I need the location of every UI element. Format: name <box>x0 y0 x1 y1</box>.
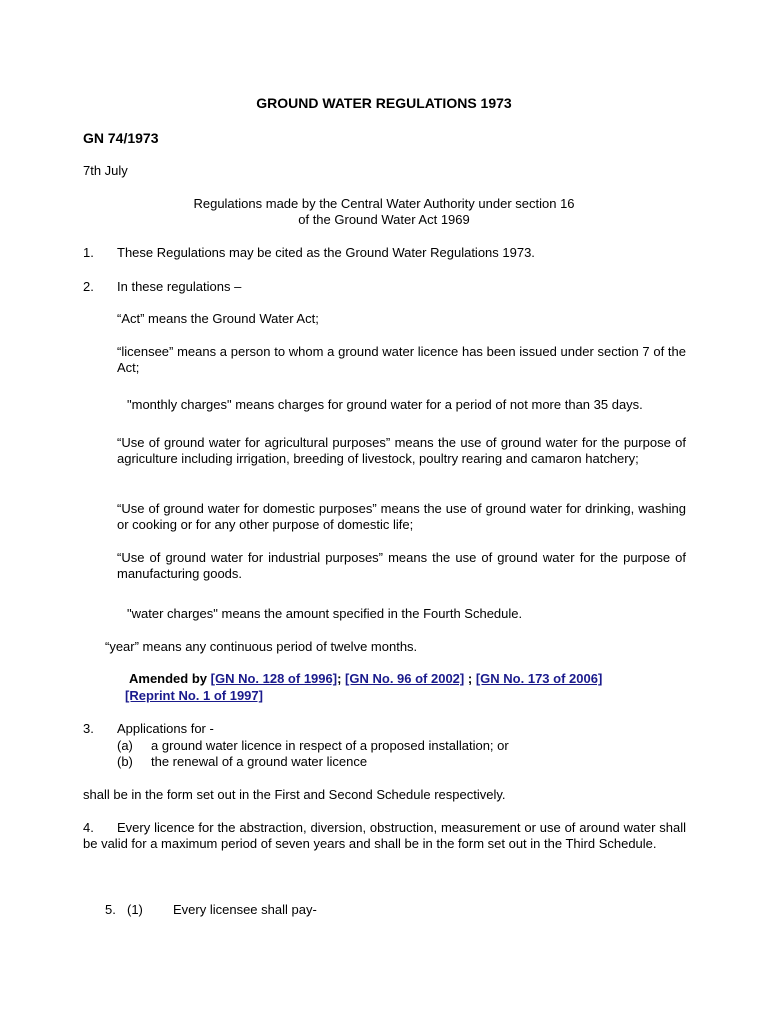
notice-date: 7th July <box>83 163 128 178</box>
amendment-line-1 <box>129 671 602 687</box>
amendment-separator: ; <box>467 671 473 686</box>
definition-industrial-use: “Use of ground water for industrial purposes” means the use of ground water for the purpose of manufacturing goods. <box>117 550 686 581</box>
section-3-tail: shall be in the form set out in the First and Second Schedule respectively. <box>83 787 506 802</box>
section-2-text: In these regulations – <box>117 279 242 294</box>
section-4-number: 4. <box>83 820 94 835</box>
preamble-line-2: of the Ground Water Act 1969 <box>298 212 470 227</box>
section-5-number: 5. <box>105 902 116 917</box>
section-1-text: These Regulations may be cited as the Ground Water Regulations 1973. <box>117 245 535 260</box>
definition-domestic-use: “Use of ground water for domestic purposes” means the use of ground water for drinking, washing or cooking or for any other purpose of domestic life; <box>117 501 686 532</box>
section-5-subsection: (1) <box>127 902 143 917</box>
section-2-number: 2. <box>83 279 94 294</box>
section-4-paragraph <box>83 820 686 852</box>
definition-licensee: “licensee” means a person to whom a ground water licence has been issued under section 7 of the Act; <box>117 344 686 375</box>
amendment-link-gn-96-2002[interactable]: [GN No. 96 of 2002] <box>345 671 465 686</box>
preamble-line-1: Regulations made by the Central Water Authority under section 16 <box>193 196 575 211</box>
section-3-number: 3. <box>83 721 94 736</box>
document-title: GROUND WATER REGULATIONS 1973 <box>256 95 512 111</box>
section-3-item-b-text: the renewal of a ground water licence <box>151 754 368 769</box>
definition-monthly-charges: "monthly charges" means charges for ground water for a period of not more than 35 days. <box>127 397 643 412</box>
amendment-link-gn-128-1996[interactable]: [GN No. 128 of 1996] <box>210 671 338 686</box>
definition-agricultural-use: “Use of ground water for agricultural purposes” means the use of ground water for the purpose of agriculture including irrigation, breeding of livestock, poultry rearing and camaron hatchery; <box>117 435 686 466</box>
section-5-text: Every licensee shall pay- <box>173 902 317 917</box>
amendment-separator: ; <box>337 671 342 686</box>
definition-act: “Act” means the Ground Water Act; <box>117 311 319 326</box>
definition-water-charges: "water charges" means the amount specified in the Fourth Schedule. <box>127 606 523 621</box>
section-1-number: 1. <box>83 245 94 260</box>
amendment-link-reprint-1-1997[interactable]: [Reprint No. 1 of 1997] <box>125 688 263 703</box>
section-3-text: Applications for - <box>117 721 214 736</box>
section-4-text: Every licence for the abstraction, diversion, obstruction, measurement or use of around water shall be valid for a maximum period of seven years and shall be in the form set out in the Third Schedule. <box>83 820 686 851</box>
definition-year: “year” means any continuous period of twelve months. <box>105 639 418 654</box>
government-notice-number: GN 74/1973 <box>83 130 159 146</box>
section-3-item-a-label: (a) <box>117 738 133 753</box>
amendment-link-gn-173-2006[interactable]: [GN No. 173 of 2006] <box>475 671 603 686</box>
section-3-item-b-label: (b) <box>117 754 133 769</box>
section-3-item-a-text: a ground water licence in respect of a proposed installation; or <box>151 738 509 753</box>
amendment-line-2 <box>125 688 263 704</box>
amended-by-label: Amended by <box>129 671 208 686</box>
